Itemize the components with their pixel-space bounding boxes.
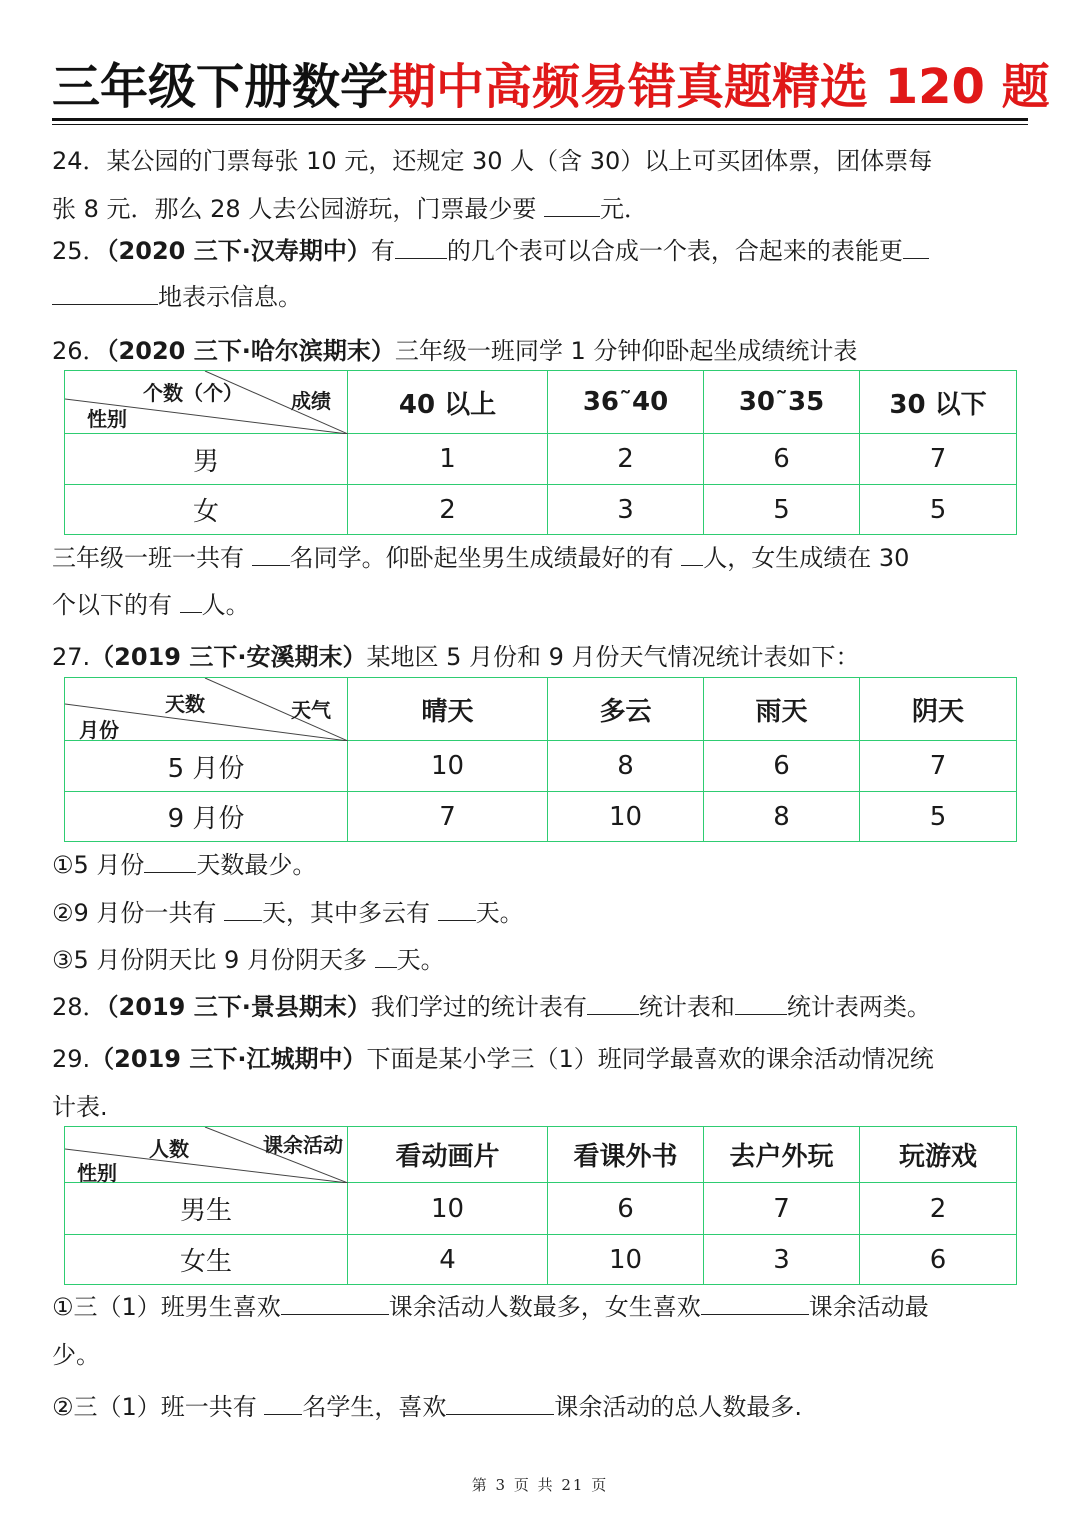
row-label: 5 月份 bbox=[65, 741, 348, 792]
q27-line1 bbox=[52, 640, 860, 674]
q26-text: 三年级一班同学 1 分钟仰卧起坐成绩统计表 bbox=[394, 337, 858, 365]
table-cell: 10 bbox=[548, 792, 704, 842]
q29-text: ②三（1）班一共有 bbox=[52, 1393, 265, 1421]
diag-top-left: 天数 bbox=[165, 692, 205, 716]
q26-text: 名同学。仰卧起坐男生成绩最好的有 bbox=[289, 544, 682, 572]
diag-top-right: 成绩 bbox=[291, 389, 331, 413]
q27-text: ①5 月份 bbox=[52, 851, 145, 879]
q26-text: 人。 bbox=[201, 591, 250, 619]
answer-blank bbox=[52, 282, 158, 305]
q29-text: 下面是某小学三（1）班同学最喜欢的课余活动情况统 bbox=[366, 1045, 934, 1073]
table-cell: 6 bbox=[548, 1183, 704, 1235]
q29-text: 课余活动的总人数最多. bbox=[554, 1393, 803, 1421]
table-cell: 3 bbox=[704, 1235, 860, 1285]
diag-top-left: 个数（个） bbox=[143, 381, 243, 405]
table-row bbox=[65, 1183, 1017, 1235]
q29-text: 课余活动最 bbox=[808, 1293, 929, 1321]
column-header: 去户外玩 bbox=[704, 1127, 860, 1183]
table-cell: 5 bbox=[860, 485, 1017, 535]
table-cell: 7 bbox=[860, 434, 1017, 485]
q27-text: 天数最少。 bbox=[196, 851, 317, 879]
q27-number: 27. bbox=[52, 643, 91, 671]
q26-number: 26． bbox=[52, 337, 107, 365]
q27-text: ③5 月份阴天比 9 月份阴天多 bbox=[52, 946, 375, 974]
q29-number: 29. bbox=[52, 1045, 91, 1073]
answer-blank bbox=[252, 543, 290, 566]
column-header: 30 以下 bbox=[860, 371, 1017, 434]
q24-line2 bbox=[52, 192, 648, 226]
q27-text: ②9 月份一共有 bbox=[52, 899, 225, 927]
q25-number: 25． bbox=[52, 237, 107, 265]
q26-line1 bbox=[52, 334, 857, 368]
column-header: 多云 bbox=[548, 678, 704, 741]
diag-bottom: 月份 bbox=[79, 718, 119, 742]
title-part1: 三年级下册数学 bbox=[52, 59, 389, 115]
answer-blank bbox=[903, 236, 929, 259]
column-header: 30˜35 bbox=[704, 371, 860, 434]
table-cell: 5 bbox=[860, 792, 1017, 842]
q29-sub2 bbox=[52, 1390, 802, 1424]
table-cell: 8 bbox=[704, 792, 860, 842]
q27-sub3 bbox=[52, 943, 445, 977]
table-diagonal-header bbox=[65, 1127, 348, 1183]
table-cell: 6 bbox=[704, 741, 860, 792]
column-header: 36˜40 bbox=[548, 371, 704, 434]
answer-blank bbox=[395, 236, 447, 259]
row-label: 女生 bbox=[65, 1235, 348, 1285]
answer-blank bbox=[701, 1292, 809, 1315]
q29-text: ①三（1）班男生喜欢 bbox=[52, 1293, 281, 1321]
table-cell: 2 bbox=[348, 485, 548, 535]
column-header: 雨天 bbox=[704, 678, 860, 741]
q28-source: （2019 三下·景县期末） bbox=[106, 993, 371, 1021]
q28-text: 统计表和 bbox=[638, 993, 735, 1021]
q26-table bbox=[64, 370, 1017, 535]
q27-source: （2019 三下·安溪期末） bbox=[90, 643, 367, 671]
row-label: 男 bbox=[65, 434, 348, 485]
answer-blank bbox=[264, 1392, 302, 1415]
q28-line1 bbox=[52, 990, 931, 1024]
answer-blank bbox=[735, 992, 787, 1015]
table-cell: 8 bbox=[548, 741, 704, 792]
column-header: 40 以上 bbox=[348, 371, 548, 434]
column-header: 看课外书 bbox=[548, 1127, 704, 1183]
answer-blank bbox=[375, 945, 397, 968]
q26-text: 个以下的有 bbox=[52, 591, 180, 619]
answer-blank bbox=[544, 194, 600, 217]
q28-text: 统计表两类。 bbox=[786, 993, 931, 1021]
q25-line1 bbox=[52, 234, 929, 268]
table-diagonal-header bbox=[65, 678, 348, 741]
diag-bottom: 性别 bbox=[87, 407, 127, 431]
q27-text: 天。 bbox=[475, 899, 524, 927]
q25-source: （2020 三下·汉寿期中） bbox=[106, 237, 371, 265]
q26-after-line2 bbox=[52, 588, 250, 622]
answer-blank bbox=[144, 850, 196, 873]
q27-text: 某地区 5 月份和 9 月份天气情况统计表如下： bbox=[366, 643, 860, 671]
answer-blank bbox=[587, 992, 639, 1015]
q25-line2 bbox=[52, 280, 302, 314]
answer-blank bbox=[438, 898, 476, 921]
table-cell: 10 bbox=[548, 1235, 704, 1285]
q29-source: （2019 三下·江城期中） bbox=[90, 1045, 367, 1073]
q28-text: 我们学过的统计表有 bbox=[370, 993, 587, 1021]
q26-after-line1 bbox=[52, 541, 909, 575]
answer-blank bbox=[681, 543, 703, 566]
table-cell: 2 bbox=[548, 434, 704, 485]
q26-text: 三年级一班一共有 bbox=[52, 544, 252, 572]
q27-sub1 bbox=[52, 848, 316, 882]
title-rule-thick bbox=[52, 118, 1028, 121]
diag-top-right: 课余活动 bbox=[263, 1133, 343, 1157]
table-row bbox=[65, 792, 1017, 842]
answer-blank bbox=[224, 898, 262, 921]
table-cell: 5 bbox=[704, 485, 860, 535]
title-part2: 期中高频易错真题精选 120 题 bbox=[388, 59, 1050, 115]
q29-line2: 计表. bbox=[52, 1093, 108, 1121]
q24-line1: 24．某公园的门票每张 10 元，还规定 30 人（含 30）以上可买团体票，团体票每 bbox=[52, 147, 933, 175]
table-row bbox=[65, 434, 1017, 485]
column-header: 阴天 bbox=[860, 678, 1017, 741]
column-header: 玩游戏 bbox=[860, 1127, 1017, 1183]
q29-text: 名学生，喜欢 bbox=[302, 1393, 447, 1421]
row-label: 男生 bbox=[65, 1183, 348, 1235]
row-label: 9 月份 bbox=[65, 792, 348, 842]
title-rule-thin bbox=[52, 124, 1028, 125]
column-header: 看动画片 bbox=[348, 1127, 548, 1183]
diag-top-left: 人数 bbox=[149, 1137, 189, 1161]
q26-text: 人，女生成绩在 30 bbox=[703, 544, 910, 572]
table-row bbox=[65, 741, 1017, 792]
page-footer: 第 3 页 共 21 页 bbox=[471, 1476, 609, 1494]
table-cell: 7 bbox=[860, 741, 1017, 792]
table-cell: 10 bbox=[348, 741, 548, 792]
q29-text: 课余活动人数最多，女生喜欢 bbox=[388, 1293, 701, 1321]
q27-text: 天。 bbox=[396, 946, 445, 974]
table-cell: 7 bbox=[704, 1183, 860, 1235]
q29-table bbox=[64, 1126, 1017, 1285]
table-cell: 1 bbox=[348, 434, 548, 485]
q29-sub1 bbox=[52, 1290, 929, 1324]
q29-line1 bbox=[52, 1042, 934, 1076]
q27-sub2 bbox=[52, 896, 524, 930]
q24-text: 张 8 元．那么 28 人去公园游玩，门票最少要 bbox=[52, 195, 544, 223]
q24-text-end: 元． bbox=[599, 195, 648, 223]
table-cell: 6 bbox=[704, 434, 860, 485]
answer-blank bbox=[180, 590, 202, 613]
q25-text: 地表示信息。 bbox=[158, 283, 302, 311]
q28-number: 28． bbox=[52, 993, 107, 1021]
table-cell: 2 bbox=[860, 1183, 1017, 1235]
q27-table bbox=[64, 677, 1017, 842]
table-cell: 7 bbox=[348, 792, 548, 842]
table-row bbox=[65, 485, 1017, 535]
table-diagonal-header bbox=[65, 371, 348, 434]
answer-blank bbox=[281, 1292, 389, 1315]
q27-text: 天，其中多云有 bbox=[262, 899, 438, 927]
diag-top-right: 天气 bbox=[291, 698, 331, 722]
table-row bbox=[65, 1235, 1017, 1285]
table-cell: 6 bbox=[860, 1235, 1017, 1285]
table-cell: 10 bbox=[348, 1183, 548, 1235]
q26-source: （2020 三下·哈尔滨期末） bbox=[106, 337, 395, 365]
row-label: 女 bbox=[65, 485, 348, 535]
q25-text: 有 bbox=[370, 237, 395, 265]
page-title bbox=[52, 56, 1050, 118]
table-cell: 3 bbox=[548, 485, 704, 535]
q25-text: 的几个表可以合成一个表，合起来的表能更 bbox=[446, 237, 903, 265]
column-header: 晴天 bbox=[348, 678, 548, 741]
q29-sub1-cont: 少。 bbox=[52, 1341, 100, 1369]
table-cell: 4 bbox=[348, 1235, 548, 1285]
diag-bottom: 性别 bbox=[77, 1161, 117, 1185]
answer-blank bbox=[446, 1392, 554, 1415]
